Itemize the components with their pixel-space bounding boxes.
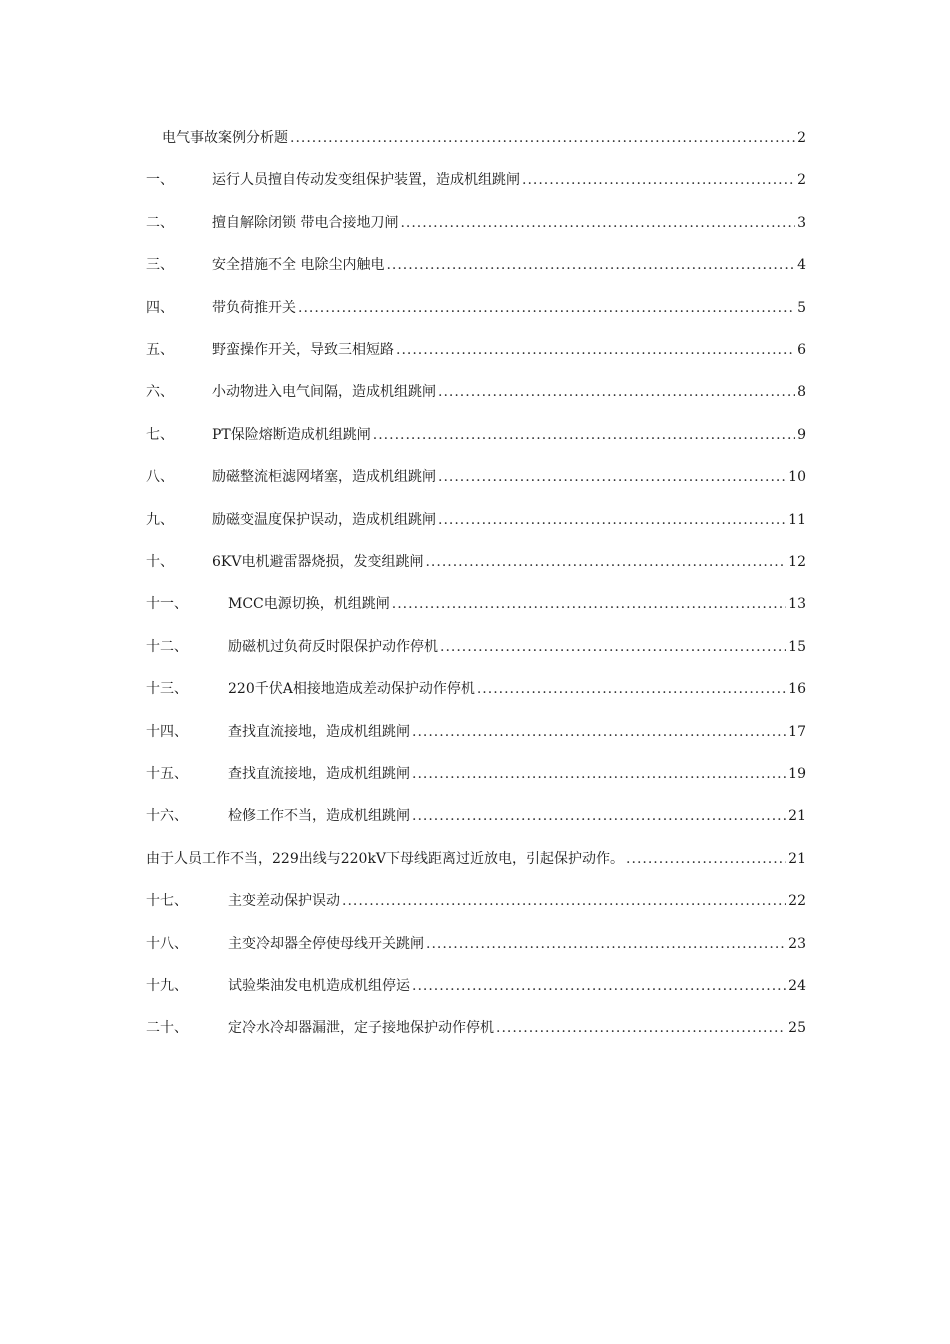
toc-entry[interactable]	[146, 889, 806, 913]
toc-entry-number: 十九、	[146, 978, 188, 994]
toc-entry-title: 电气事故案例分析题	[162, 130, 288, 146]
toc-leader-dots	[412, 762, 786, 786]
toc-entry[interactable]	[146, 847, 806, 871]
toc-entry-number: 七、	[146, 426, 174, 443]
toc-leader-dots	[522, 168, 795, 192]
toc-leader-dots	[496, 1016, 786, 1040]
toc-entry-title: 运行人员擅自传动发变组保护装置，造成机组跳闸	[212, 172, 520, 189]
toc-entry-page-number: 25	[788, 1020, 806, 1037]
toc-entry[interactable]	[146, 338, 806, 362]
toc-entry-title: PT保险熔断造成机组跳闸	[212, 426, 371, 443]
toc-entry-number: 五、	[146, 342, 174, 358]
toc-entry-number: 四、	[146, 299, 174, 316]
toc-entry-title: 由于人员工作不当，229出线与220kV下母线距离过近放电，引起保护动作。	[146, 850, 625, 867]
toc-entry-number: 六、	[146, 384, 174, 401]
toc-entry[interactable]	[146, 635, 806, 659]
toc-entry-title: 励磁变温度保护误动，造成机组跳闸	[212, 511, 436, 528]
toc-leader-dots	[396, 338, 795, 362]
toc-entry[interactable]	[146, 1016, 806, 1040]
toc-entry-title: 励磁机过负荷反时限保护动作停机	[228, 638, 438, 655]
toc-leader-dots	[438, 465, 786, 489]
toc-entry-title: 查找直流接地，造成机组跳闸	[228, 766, 410, 782]
toc-entry-number: 十三、	[146, 681, 188, 698]
toc-entry[interactable]	[146, 126, 806, 150]
toc-entry-title: 定冷水冷却器漏泄，定子接地保护动作停机	[228, 1020, 494, 1037]
toc-leader-dots	[298, 296, 795, 320]
toc-entry-page-number: 11	[788, 511, 806, 528]
toc-leader-dots	[426, 932, 786, 956]
toc-leader-dots	[440, 635, 786, 659]
toc-entry-title: 小动物进入电气间隔，造成机组跳闸	[212, 384, 436, 401]
toc-entry-page-number: 23	[788, 935, 806, 952]
toc-entry-number: 二十、	[146, 1020, 188, 1037]
toc-entry-page-number: 4	[797, 257, 806, 274]
toc-entry-title: 擅自解除闭锁 带电合接地刀闸	[212, 214, 399, 231]
toc-entry-page-number: 16	[788, 681, 806, 698]
toc-leader-dots	[425, 550, 786, 574]
toc-entry-page-number: 24	[788, 978, 806, 994]
toc-entry-number: 十八、	[146, 935, 188, 952]
toc-entry-page-number: 15	[788, 638, 806, 655]
toc-entry-number: 九、	[146, 511, 174, 528]
toc-entry-page-number: 2	[797, 130, 806, 146]
toc-entry[interactable]	[146, 550, 806, 574]
toc-entry-page-number: 21	[788, 850, 806, 867]
toc-leader-dots	[392, 592, 786, 616]
toc-entry-number: 二、	[146, 214, 174, 231]
toc-entry-number: 十一、	[146, 596, 188, 613]
toc-entry-number: 十、	[146, 554, 174, 570]
toc-entry-page-number: 6	[797, 342, 806, 358]
toc-leader-dots	[412, 720, 786, 744]
toc-entry-number: 十四、	[146, 723, 188, 740]
toc-entry-title: 野蛮操作开关，导致三相短路	[212, 342, 394, 358]
toc-leader-dots	[412, 974, 786, 998]
toc-leader-dots	[438, 380, 795, 404]
toc-entry-title: 6KV电机避雷器烧损，发变组跳闸	[212, 554, 424, 570]
toc-entry[interactable]	[146, 677, 806, 701]
toc-entry-page-number: 19	[788, 766, 806, 782]
toc-leader-dots	[342, 889, 786, 913]
toc-entry-title: 220千伏A相接地造成差动保护动作停机	[228, 681, 475, 698]
toc-entry-number: 十二、	[146, 638, 188, 655]
toc-entry-number: 八、	[146, 469, 174, 486]
toc-leader-dots	[373, 423, 795, 447]
toc-entry[interactable]	[146, 168, 806, 192]
toc-entry-number: 十六、	[146, 808, 188, 825]
toc-entry[interactable]	[146, 211, 806, 235]
toc-entry-page-number: 2	[797, 172, 806, 189]
toc-entry[interactable]	[146, 380, 806, 404]
toc-entry-title: 检修工作不当，造成机组跳闸	[228, 808, 410, 825]
toc-entry[interactable]	[146, 296, 806, 320]
toc-entry-title: 查找直流接地，造成机组跳闸	[228, 723, 410, 740]
toc-entry-title: 带负荷推开关	[212, 299, 296, 316]
toc-entry-page-number: 8	[797, 384, 806, 401]
toc-entry-title: 安全措施不全 电除尘内触电	[212, 257, 385, 274]
toc-entry[interactable]	[146, 762, 806, 786]
toc-entry-page-number: 10	[788, 469, 806, 486]
toc-entry-number: 十五、	[146, 766, 188, 782]
toc-entry[interactable]	[146, 804, 806, 828]
toc-entry[interactable]	[146, 720, 806, 744]
toc-leader-dots	[400, 211, 795, 235]
toc-entry[interactable]	[146, 508, 806, 532]
toc-leader-dots	[386, 253, 795, 277]
toc-entry-page-number: 13	[788, 596, 806, 613]
toc-entry-number: 一、	[146, 172, 174, 189]
toc-leader-dots	[290, 126, 795, 150]
toc-leader-dots	[438, 508, 786, 532]
toc-entry[interactable]	[146, 253, 806, 277]
toc-entry-title: 励磁整流柜滤网堵塞，造成机组跳闸	[212, 469, 436, 486]
toc-entry[interactable]	[146, 932, 806, 956]
toc-leader-dots	[626, 847, 786, 871]
toc-entry-page-number: 3	[797, 214, 806, 231]
toc-entry-page-number: 12	[788, 554, 806, 570]
toc-entry-page-number: 22	[788, 893, 806, 910]
toc-entry-number: 十七、	[146, 893, 188, 910]
toc-leader-dots	[477, 677, 786, 701]
toc-entry[interactable]	[146, 974, 806, 998]
toc-leader-dots	[412, 804, 786, 828]
toc-entry[interactable]	[146, 592, 806, 616]
toc-entry-page-number: 9	[797, 426, 806, 443]
toc-entry-page-number: 5	[797, 299, 806, 316]
toc-entry-title: MCC电源切换，机组跳闸	[228, 596, 390, 613]
toc-entry-title: 试验柴油发电机造成机组停运	[228, 978, 410, 994]
toc-entry-title: 主变冷却器全停使母线开关跳闸	[228, 935, 424, 952]
toc-entry[interactable]	[146, 465, 806, 489]
toc-entry-number: 三、	[146, 257, 174, 274]
toc-entry-page-number: 17	[788, 723, 806, 740]
toc-entry[interactable]	[146, 423, 806, 447]
toc-entry-page-number: 21	[788, 808, 806, 825]
toc-entry-title: 主变差动保护误动	[228, 893, 340, 910]
